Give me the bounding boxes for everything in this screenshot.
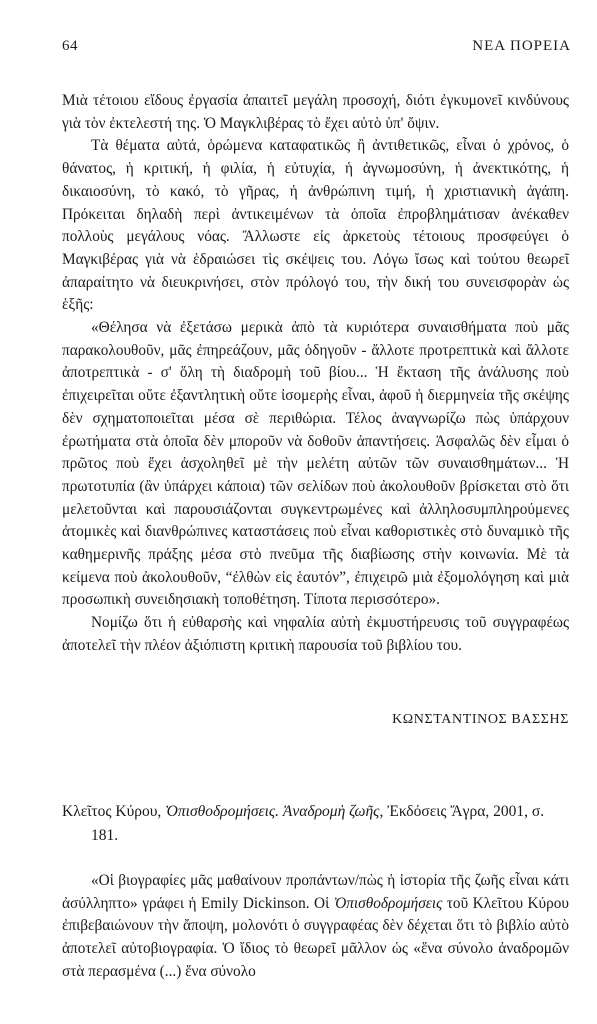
review-1-signature: ΚΩΝΣΤΑΝΤΙΝΟΣ ΒΑΣΣΗΣ	[392, 712, 569, 727]
review-1-closing: Νομίζω ὅτι ἡ εὐθαρσὴς καὶ νηφαλία αὐτὴ ἐκμυστήρευσις τοῦ συγγραφέως ἀποτελεῖ τὴν πλέον ἀξιόπιστη κριτικὴ παρουσία τοῦ βιβλίου του.	[62, 614, 569, 654]
review-2-paragraph-end: τοῦ Κλεῖτου Κύρου ἐπιβεβαιώνουν τὴν ἄποψη, μολονότι ὁ συγγραφέας δὲν δέχεται ὅτι τὸ βιβλίο αὐτὸ ἀποτελεῖ αὐτοβιογραφία. Ὁ ἴδιος τὸ θεωρεῖ μᾶλλον ὡς «ἕνα σύνολο ἀναδρομῶν στὰ περασμένα (...) ἕνα σύνολο	[62, 894, 569, 980]
review-2-citation	[62, 800, 569, 848]
page-number: 64	[62, 38, 78, 54]
review-1-paragraph-1: Μιὰ τέτοιου εἴδους ἐργασία ἀπαιτεῖ μεγάλη προσοχή, διότι ἐγκυμονεῖ κινδύνους γιὰ τὸν ἐκτελεστή της. Ὁ Μαγκλιβέρας τὸ ἔχει αὐτὸ ὑπ' ὄψιν.	[62, 92, 569, 132]
review-1-body	[62, 90, 569, 658]
citation-author: Κλεῖτος Κύρου,	[62, 803, 166, 820]
review-2	[62, 800, 569, 984]
review-1-paragraph-2: Τὰ θέματα αὐτά, ὁρώμενα καταφατικῶς ἢ ἀντιθετικῶς, εἶναι ὁ χρόνος, ὁ θάνατος, ἡ κριτική, ἡ φιλία, ἡ εὐτυχία, ἡ ἀγνωμοσύνη, ἡ ἀνεκτικότης, ἡ δικαιοσύνη, τὸ κακό, τὸ γῆρας, ἡ ἀνθρώπινη τιμή, ἡ χριστιανικὴ ἀγάπη. Πρόκειται δηλαδὴ περὶ ἀντικειμένων τὰ ὁποῖα ἐπροβλημάτισαν ἀνέκαθεν πολλοὺς μεγάλους νόας. Ἄλλωστε εἰς ἀρκετοὺς τέτοιους προσφεύγει ὁ Μαγκιβέρας γιὰ νὰ ἑδραιώσει τὶς σκέψεις του. Λόγω ἴσως καὶ τούτου θεωρεῖ ἀπαραίτητο νὰ διευκρινήσει, στὸν πρόλογό του, τὴν δική του συνεισφορὰν ὡς ἑξῆς:	[62, 137, 569, 314]
citation-title: Ὀπισθοδρομήσεις. Ἀναδρομὴ ζωῆς	[165, 803, 380, 820]
running-head: ΝΕΑ ΠΟΡΕΙΑ	[472, 38, 571, 54]
review-1-quote: «Θέλησα νὰ ἐξετάσω μερικὰ ἀπὸ τὰ κυριότερα συναισθήματα ποὺ μᾶς παρακολουθοῦν, μᾶς ἐπηρεάζουν, μᾶς ὁδηγοῦν - ἄλλοτε προτρεπτικὰ καὶ ἄλλοτε ἀποτρεπτικὰ - σ' ὅλη τὴ διαδρομὴ τοῦ βίου... Ἡ ἔκταση τῆς ἀνάλυσης ποὺ ἐπιχειρεῖται οὔτε ἐξαντλητικὴ οὔτε ἰσομερὴς εἶναι, ἀφοῦ ἡ διερμηνεία τῆς σκέψης δὲν σχηματοποιεῖται μέσα σὲ περιθώρια. Τέλος ἀναγνωρίζω πὼς ὑπάρχουν ἐρωτήματα στὰ ὁποῖα δὲν μποροῦν νὰ δοθοῦν ἀπαντήσεις. Ἀσφαλῶς δὲν εἶμαι ὁ πρῶτος ποὺ ἔχει ἀσχοληθεῖ μὲ τὴν μελέτη αὐτῶν τῶν συναισθημάτων... Ἡ πρωτοτυπία (ἂν ὑπάρχει κάποια) τῶν σελίδων ποὺ ἀκολουθοῦν βρίσκεται στὸ ὅτι μελετοῦνται καὶ παρουσιάζονται συγκεντρωμένες καὶ ἀλληλοσυμπληρούμενες ἀτομικὲς καὶ διανθρώπινες καταστάσεις ποὺ εἶναι καθοριστικὲς στὸ δυναμικὸ τῆς καθημερινῆς πράξης μέσα στὸ πνεῦμα τῆς διαβίωσης στὴν κοινωνία. Μὲ τὰ κείμενα ποὺ ἀκολουθοῦν, “ἐλθὼν εἰς ἑαυτόν”, ἐπιχειρῶ μιὰ ἐξομολόγηση καὶ μιὰ προσωπικὴ συνειδησιακὴ τοποθέτηση. Τίποτα περισσότερο».	[62, 319, 569, 609]
citation-publisher: , Ἐκδόσεις Ἄγρα, 2001, σ. 181.	[91, 803, 545, 844]
review-2-paragraph-title: Ὀπισθοδρομήσεις	[333, 894, 443, 912]
review-2-paragraph	[62, 870, 569, 984]
review-2-paragraph-start: «Οἱ βιογραφίες μᾶς μαθαίνουν προπάντων/πὼς ἡ ἱστορία τῆς ζωῆς εἶναι κάτι ἀσύλληπτο» γράφει ἡ Emily Dickinson. Οἱ	[62, 872, 569, 912]
